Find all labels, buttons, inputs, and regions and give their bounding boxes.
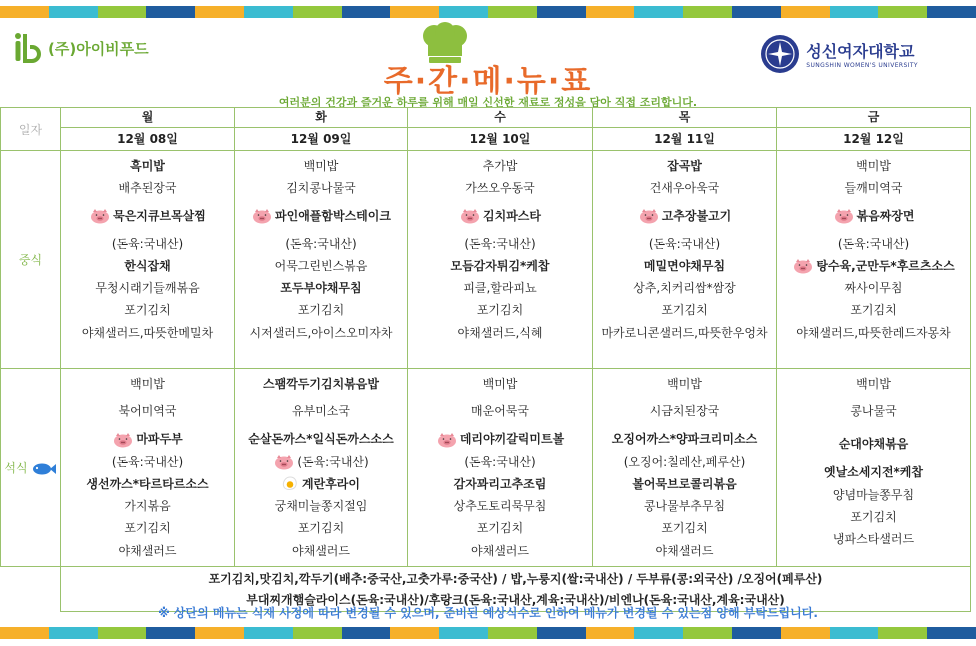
menu-item-text: 가쓰오우동국 — [465, 181, 535, 196]
pig-icon — [251, 208, 273, 224]
menu-item-text: 포기김치 — [476, 521, 524, 536]
stripe-segment — [244, 6, 293, 18]
menu-item-text: 파인애플함박스테이크 — [275, 208, 391, 223]
university-name: 성신여자대학교 — [806, 42, 915, 61]
menu-item-text: 짜사이무침 — [844, 281, 903, 296]
dinner-row — [1, 369, 971, 567]
menu-item — [408, 428, 592, 450]
menu-item — [408, 451, 592, 473]
stripe-segment — [146, 6, 195, 18]
menu-item-text: 냉파스타샐러드 — [832, 532, 915, 547]
menu-item-text: 콩나물국 — [850, 404, 897, 419]
stripe-segment — [439, 627, 488, 639]
menu-item — [593, 473, 776, 495]
menu-item — [593, 373, 776, 395]
menu-item — [61, 233, 234, 255]
lunch-cell — [408, 151, 593, 369]
menu-item-text: 유부미소국 — [292, 404, 350, 419]
pig-icon — [638, 208, 660, 224]
menu-item-text: 흑미밥 — [130, 159, 165, 173]
menu-item-text: 메밀면야채무침 — [643, 258, 726, 273]
stripe-segment — [634, 627, 683, 639]
menu-item-text: 야채샐러드 — [118, 543, 177, 558]
menu-item-text: (돈육:국내산) — [837, 236, 910, 251]
menu-item — [593, 177, 776, 199]
menu-item-text: 시저샐러드,아이스오미자차 — [249, 325, 393, 340]
menu-item-text: 포기김치 — [124, 521, 171, 536]
menu-item-text: 계란후라이 — [302, 476, 360, 491]
dinner-label — [1, 369, 61, 567]
menu-item-text: 양념마늘쫑무침 — [832, 487, 915, 502]
dinner-label-text: 석식 — [4, 461, 28, 475]
menu-item — [61, 255, 234, 277]
stripe-segment — [732, 627, 781, 639]
menu-item — [408, 233, 592, 255]
lunch-cell — [593, 151, 777, 369]
dinner-cell — [408, 369, 593, 567]
menu-item — [408, 322, 592, 344]
menu-item-text: 볶음짜장면 — [856, 208, 915, 223]
bottom-color-stripe — [0, 627, 976, 639]
menu-item-text: 야채샐러드 — [655, 543, 714, 558]
stripe-segment — [390, 627, 439, 639]
day-name: 금 — [777, 108, 971, 128]
menu-item-text: 백미밥 — [482, 377, 518, 391]
menu-item-text: 마카로니콘샐러드,따뜻한우엉차 — [601, 325, 768, 340]
menu-item — [235, 451, 407, 473]
stripe-segment — [586, 627, 635, 639]
menu-item — [235, 540, 407, 562]
menu-item-text: 북어미역국 — [118, 404, 177, 419]
menu-item-text: 야채샐러드,따뜻한메밀차 — [81, 325, 214, 340]
menu-item — [61, 517, 234, 539]
menu-item — [593, 428, 776, 450]
menu-item-text: (돈육:국내산) — [648, 236, 721, 251]
menu-item-text: (돈육:국내산) — [111, 236, 184, 251]
stripe-segment — [98, 627, 147, 639]
menu-item-text: 가지볶음 — [124, 499, 171, 514]
menu-item — [408, 373, 592, 395]
stripe-segment — [439, 6, 488, 18]
menu-item-text: 야채샐러드,따뜻한레드자몽차 — [796, 325, 951, 340]
menu-item — [593, 299, 776, 321]
menu-item — [61, 495, 234, 517]
menu-item-text: 야채샐러드,식혜 — [457, 325, 543, 340]
menu-item-text: 추가밥 — [482, 159, 518, 173]
menu-item-text: 포기김치 — [297, 521, 345, 536]
menu-item — [235, 373, 407, 395]
menu-item — [777, 322, 970, 344]
university-name-en: SUNGSHIN WOMEN'S UNIVERSITY — [806, 62, 918, 69]
menu-item — [61, 155, 234, 177]
menu-item — [61, 451, 234, 473]
menu-item — [777, 428, 970, 461]
menu-item-text: (오징어:칠레산,페루산) — [623, 454, 746, 469]
menu-item-text: 궁채미늘쫑지절임 — [274, 499, 368, 514]
stripe-segment — [488, 6, 537, 18]
stripe-segment — [927, 627, 976, 639]
date-header-row — [1, 128, 971, 151]
menu-item — [593, 200, 776, 233]
menu-item — [408, 155, 592, 177]
dinner-cell — [593, 369, 777, 567]
menu-item-text: 야채샐러드 — [471, 543, 529, 558]
menu-item — [61, 322, 234, 344]
lunch-row — [1, 151, 971, 369]
stripe-segment — [0, 6, 49, 18]
menu-item-text: 상추,치커리쌈*쌈장 — [633, 281, 736, 296]
stripe-segment — [878, 6, 927, 18]
menu-item — [777, 461, 970, 483]
dinner-cell — [777, 369, 971, 567]
menu-item — [777, 506, 970, 528]
stripe-segment — [634, 6, 683, 18]
menu-item — [235, 428, 407, 450]
menu-item-text: 들깨미역국 — [844, 181, 903, 196]
stripe-segment — [342, 627, 391, 639]
menu-item-text: 데리야끼갈릭미트볼 — [459, 432, 565, 447]
menu-item-text: 건새우아욱국 — [649, 181, 720, 196]
menu-item — [408, 299, 592, 321]
lunch-cell — [777, 151, 971, 369]
stripe-segment — [537, 6, 586, 18]
menu-item-text: 볼어묵브로콜리볶음 — [632, 476, 737, 491]
day-column-label: 일자 — [1, 108, 61, 151]
stripe-segment — [488, 627, 537, 639]
menu-item — [777, 528, 970, 550]
menu-item — [61, 540, 234, 562]
pig-icon — [112, 432, 134, 448]
lunch-label: 중식 — [1, 151, 61, 369]
header — [0, 20, 976, 108]
page-subtitle: 여러분의 건강과 즐거운 하루를 위해 매일 신선한 재료로 정성을 담아 직접 조리합니다. — [278, 96, 698, 109]
menu-item — [777, 395, 970, 428]
menu-item-text: 묵은지큐브목살찜 — [113, 208, 206, 223]
menu-item — [593, 322, 776, 344]
menu-item-text: 고추장불고기 — [661, 208, 732, 223]
menu-item-text: 포기김치 — [297, 303, 345, 318]
menu-item-text: 순살돈까스*일식돈까스소스 — [248, 432, 394, 447]
menu-item — [61, 395, 234, 428]
menu-item — [61, 428, 234, 450]
menu-item-text: 오징어까스*양파크리미소스 — [611, 432, 758, 447]
menu-item-text: 백미밥 — [130, 377, 165, 391]
stripe-segment — [878, 627, 927, 639]
notice-text: ※ 상단의 메뉴는 식재 사정에 따라 변경될 수 있으며, 준비된 예상식수로 인하여 메뉴가 변경될 수 있는점 양해 부탁드립니다. — [158, 606, 818, 620]
menu-item — [777, 177, 970, 199]
menu-item — [777, 373, 970, 395]
menu-item-text: 포기김치 — [850, 303, 897, 318]
stripe-segment — [98, 6, 147, 18]
menu-item — [777, 484, 970, 506]
top-color-stripe — [0, 6, 976, 18]
weekly-menu-table — [0, 107, 971, 612]
menu-item — [408, 495, 592, 517]
menu-item-text: 김치파스타 — [483, 208, 541, 223]
menu-item-text: 포기김치 — [124, 303, 171, 318]
lunch-cell — [235, 151, 408, 369]
menu-item — [235, 473, 407, 495]
menu-item-text: 매운어묵국 — [471, 404, 529, 419]
menu-item-text: 콩나물부추무침 — [643, 499, 726, 514]
stripe-segment — [537, 627, 586, 639]
menu-item-text: 포기김치 — [476, 303, 524, 318]
menu-item-text: 잡곡밥 — [667, 159, 702, 173]
stripe-segment — [732, 6, 781, 18]
menu-item — [61, 200, 234, 233]
lunch-cell — [61, 151, 235, 369]
day-date: 12월 12일 — [777, 128, 971, 151]
day-date: 12월 08일 — [61, 128, 235, 151]
menu-item — [61, 299, 234, 321]
menu-item — [61, 373, 234, 395]
stripe-segment — [830, 627, 879, 639]
menu-item-text: 포두부야채무침 — [280, 281, 362, 296]
day-date: 12월 11일 — [593, 128, 777, 151]
day-name: 월 — [61, 108, 235, 128]
menu-item — [235, 299, 407, 321]
day-date: 12월 09일 — [235, 128, 408, 151]
company-name: (주)아이비푸드 — [48, 39, 149, 58]
menu-item-text: (돈육:국내산) — [464, 454, 536, 469]
stripe-segment — [195, 6, 244, 18]
day-date: 12월 10일 — [408, 128, 593, 151]
day-header-row — [1, 108, 971, 128]
menu-item — [593, 233, 776, 255]
menu-item-text: 피클,할라피뇨 — [463, 281, 537, 296]
pig-icon — [273, 454, 295, 470]
stripe-segment — [0, 627, 49, 639]
menu-item-text: 마파두부 — [136, 432, 183, 447]
menu-item — [408, 473, 592, 495]
menu-item-text: 김치콩나물국 — [286, 181, 356, 196]
menu-item — [593, 277, 776, 299]
stripe-segment — [781, 6, 830, 18]
menu-item — [777, 255, 970, 277]
menu-item-text: 야채샐러드 — [292, 543, 350, 558]
stripe-segment — [781, 627, 830, 639]
stripe-segment — [830, 6, 879, 18]
menu-item — [777, 233, 970, 255]
menu-item — [593, 517, 776, 539]
menu-item — [235, 177, 407, 199]
stripe-segment — [49, 6, 98, 18]
menu-item-text: 포기김치 — [661, 521, 708, 536]
menu-item — [593, 540, 776, 562]
origin-line: 부대찌개햄슬라이스(돈육:국내산)/후랑크(돈육:국내산,계육:국내산)/비엔나(돈육:국내산,계육:국내산) — [246, 593, 785, 607]
day-name: 화 — [235, 108, 408, 128]
menu-item — [408, 517, 592, 539]
university-logo — [760, 34, 918, 74]
menu-item — [235, 517, 407, 539]
menu-item — [408, 540, 592, 562]
menu-item-text: 백미밥 — [856, 159, 891, 173]
menu-item — [235, 495, 407, 517]
menu-item-text: 포기김치 — [850, 509, 897, 524]
stripe-segment — [195, 627, 244, 639]
stripe-segment — [244, 627, 293, 639]
menu-item — [593, 495, 776, 517]
origin-line: 포기김치,맛김치,깍두기(배추:중국산,고춧가루:중국산) / 밥,누룽지(쌀:국내산) / 두부류(콩:외국산) /오징어(페루산) — [208, 572, 823, 586]
menu-item — [408, 277, 592, 299]
menu-item-text: 무청시래기들깨볶음 — [95, 281, 200, 296]
menu-item-text: 백미밥 — [856, 377, 891, 391]
stripe-segment — [293, 627, 342, 639]
dinner-cell — [235, 369, 408, 567]
day-name: 수 — [408, 108, 593, 128]
menu-item — [408, 255, 592, 277]
menu-item — [408, 177, 592, 199]
menu-item-text: 어묵그린빈스볶음 — [274, 258, 368, 273]
day-name: 목 — [593, 108, 777, 128]
menu-item — [408, 200, 592, 233]
stripe-segment — [342, 6, 391, 18]
menu-item — [61, 473, 234, 495]
pig-icon — [792, 258, 814, 274]
stripe-segment — [390, 6, 439, 18]
menu-item-text: 스팸깍두기김치볶음밥 — [263, 377, 379, 391]
stripe-segment — [293, 6, 342, 18]
pig-icon — [459, 208, 481, 224]
menu-item — [235, 277, 407, 299]
stripe-segment — [683, 627, 732, 639]
menu-item — [235, 233, 407, 255]
menu-item — [593, 255, 776, 277]
menu-item-text: 포기김치 — [661, 303, 708, 318]
menu-item — [235, 322, 407, 344]
stripe-segment — [586, 6, 635, 18]
page-title: 주·간·메·뉴·표 — [383, 64, 593, 99]
menu-item-text: 순대야채볶음 — [838, 437, 909, 452]
menu-item-text: 배추된장국 — [118, 181, 177, 196]
menu-item — [408, 395, 592, 428]
fried-egg-icon — [282, 476, 298, 492]
menu-item — [235, 255, 407, 277]
menu-item-text: (돈육:국내산) — [464, 236, 536, 251]
pig-icon — [89, 208, 111, 224]
menu-item — [593, 395, 776, 428]
stripe-segment — [927, 6, 976, 18]
stripe-segment — [146, 627, 195, 639]
stripe-segment — [683, 6, 732, 18]
pig-icon — [833, 208, 855, 224]
menu-item-text: (돈육:국내산) — [297, 454, 369, 469]
menu-item — [777, 299, 970, 321]
menu-item-text: 백미밥 — [667, 377, 702, 391]
fish-icon — [31, 462, 57, 476]
menu-item — [235, 155, 407, 177]
menu-item-text: 백미밥 — [303, 159, 339, 173]
menu-item-text: 모듬감자튀김*케찹 — [450, 258, 550, 273]
pig-icon — [436, 432, 458, 448]
menu-item-text: 옛날소세지전*케찹 — [823, 465, 923, 480]
menu-item-text: 상추도토리묵무침 — [453, 499, 547, 514]
menu-item-text: 탕수육,군만두*후르츠소스 — [816, 258, 955, 273]
menu-item — [777, 155, 970, 177]
menu-item — [593, 155, 776, 177]
stripe-segment — [49, 627, 98, 639]
menu-item — [61, 177, 234, 199]
menu-item — [61, 277, 234, 299]
menu-item — [777, 200, 970, 233]
menu-item-text: (돈육:국내산) — [285, 236, 357, 251]
menu-item — [593, 451, 776, 473]
menu-item — [235, 395, 407, 428]
menu-item-text: 시금치된장국 — [649, 404, 720, 419]
menu-item-text: 감자꽈리고추조림 — [453, 476, 547, 491]
menu-item-text: (돈육:국내산) — [111, 454, 184, 469]
university-seal-icon — [760, 34, 800, 74]
menu-item — [235, 200, 407, 233]
menu-item-text: 생선까스*타르타르소스 — [86, 476, 209, 491]
menu-item-text: 한식잡채 — [124, 258, 171, 273]
menu-item — [777, 277, 970, 299]
dinner-cell — [61, 369, 235, 567]
